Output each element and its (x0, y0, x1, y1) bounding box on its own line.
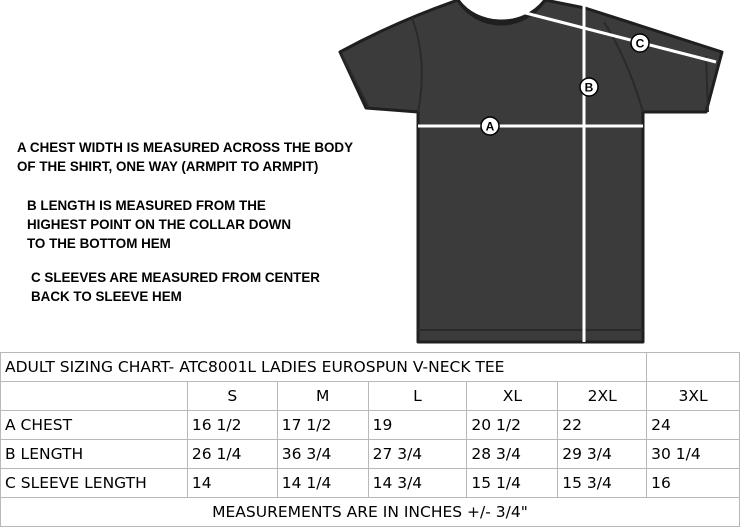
length-instruction-line: HIGHEST POINT ON THE COLLAR DOWN (27, 217, 292, 232)
measurement-cell: 30 1/4 (647, 440, 740, 469)
measurement-cell: 16 1/2 (187, 411, 277, 440)
measurement-cell: 20 1/2 (467, 411, 558, 440)
sleeve-instruction-line: C SLEEVES ARE MEASURED FROM CENTER (31, 270, 320, 285)
marker-c (631, 34, 649, 52)
length-instruction (27, 196, 291, 253)
measurement-cell: 19 (368, 411, 467, 440)
marker-a-label: A (485, 119, 495, 134)
size-header: XL (467, 382, 558, 411)
measurement-cell: 24 (647, 411, 740, 440)
measurement-cell: 29 3/4 (558, 440, 647, 469)
chest-instruction-line: A CHEST WIDTH IS MEASURED ACROSS THE BODY (17, 140, 354, 155)
measurement-cell: 22 (558, 411, 647, 440)
marker-b-label: B (584, 80, 594, 95)
row-label: C SLEEVE LENGTH (1, 469, 188, 498)
row-label: A CHEST (1, 411, 188, 440)
size-header: S (187, 382, 277, 411)
measurement-cell: 36 3/4 (277, 440, 368, 469)
measurement-cell: 14 (187, 469, 277, 498)
chest-instruction-line: OF THE SHIRT, ONE WAY (ARMPIT TO ARMPIT) (17, 159, 319, 174)
length-instruction-line: B LENGTH IS MEASURED FROM THE (27, 198, 266, 213)
measurement-cell: 14 3/4 (368, 469, 467, 498)
marker-b (580, 78, 598, 96)
marker-a (481, 117, 499, 135)
size-header: M (277, 382, 368, 411)
sleeve-instruction-line: BACK TO SLEEVE HEM (31, 289, 182, 304)
chest-instruction (17, 138, 353, 176)
table-row (1, 411, 740, 440)
table-footer-row (1, 498, 740, 527)
measurement-cell: 15 3/4 (558, 469, 647, 498)
measurement-note: MEASUREMENTS ARE IN INCHES +/- 3/4" (1, 498, 740, 527)
length-instruction-line: TO THE BOTTOM HEM (27, 236, 171, 251)
size-header: 2XL (558, 382, 647, 411)
measurement-cell: 17 1/2 (277, 411, 368, 440)
table-row (1, 440, 740, 469)
sleeve-instruction (31, 268, 320, 306)
corner-cell (1, 382, 188, 411)
tshirt-body (340, 0, 722, 342)
size-header-row (1, 382, 740, 411)
measurement-cell: 16 (647, 469, 740, 498)
table-title-row (1, 353, 740, 382)
size-header: 3XL (647, 382, 740, 411)
marker-c-label: C (635, 36, 645, 51)
size-header: L (368, 382, 467, 411)
measurement-cell: 15 1/4 (467, 469, 558, 498)
table-row (1, 469, 740, 498)
measurement-cell: 14 1/4 (277, 469, 368, 498)
table-title: ADULT SIZING CHART- ATC8001L LADIES EUROSPUN V-NECK TEE (1, 353, 647, 382)
sizing-table (0, 352, 740, 527)
measurement-cell: 27 3/4 (368, 440, 467, 469)
measurement-cell: 26 1/4 (187, 440, 277, 469)
row-label: B LENGTH (1, 440, 188, 469)
measurement-cell: 28 3/4 (467, 440, 558, 469)
empty-cell (647, 353, 740, 382)
